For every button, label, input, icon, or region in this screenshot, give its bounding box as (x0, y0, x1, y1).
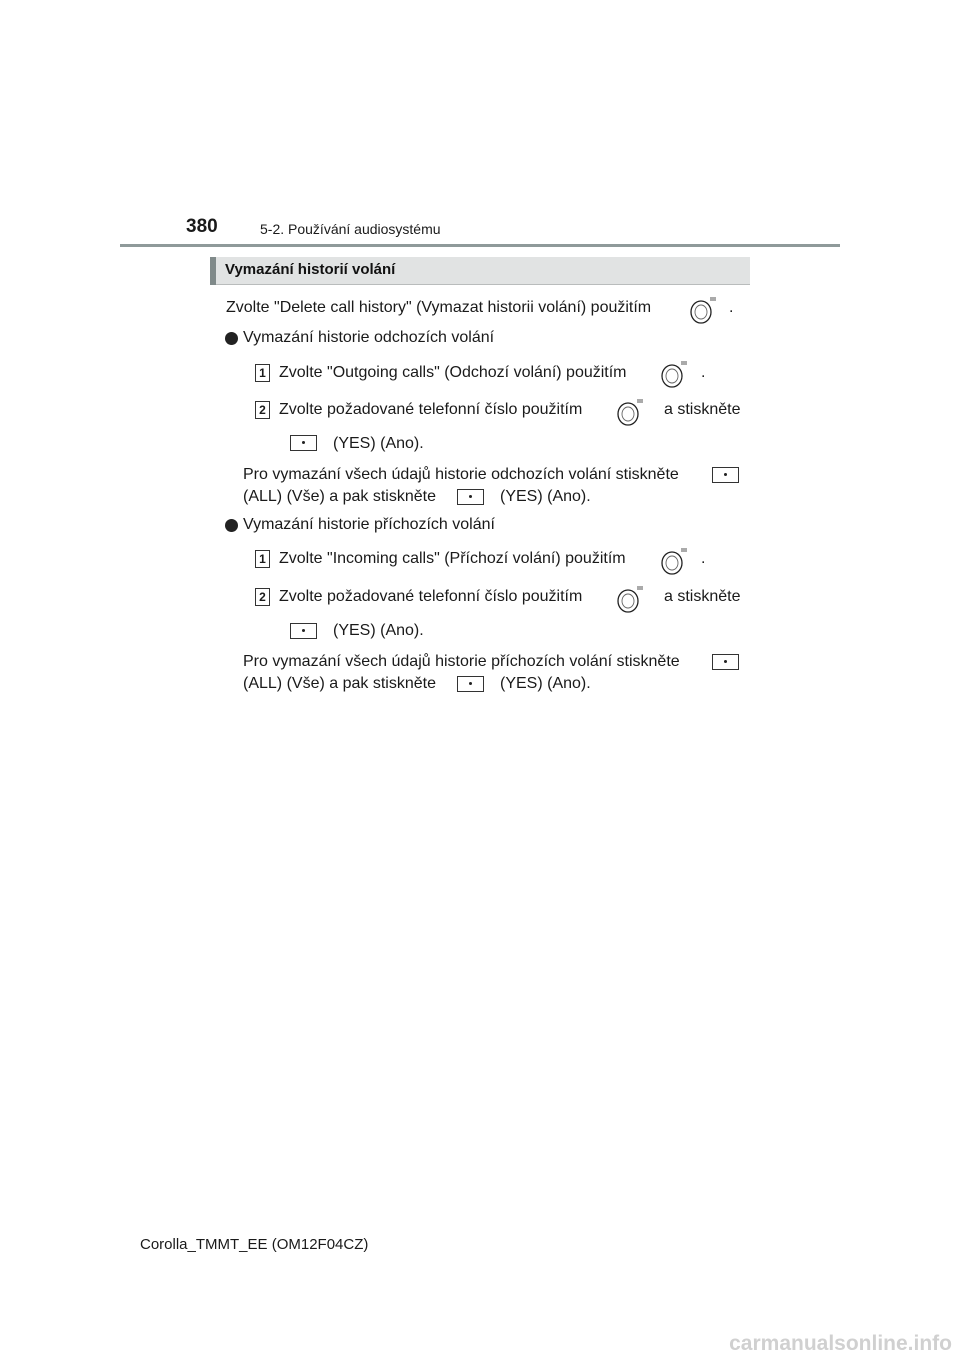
screen-button-icon (712, 467, 739, 483)
incoming-step1-end: . (701, 550, 706, 567)
page-number: 380 (186, 216, 218, 237)
incoming-step2-after: a stiskněte (664, 588, 741, 605)
intro-end: . (729, 299, 734, 316)
section-title-box (210, 257, 750, 285)
screen-button-icon (290, 623, 317, 639)
bullet-icon (225, 332, 238, 345)
section-path: 5-2. Používání audiosystému (260, 221, 441, 237)
tune-dial-icon (657, 359, 691, 389)
screen-button-icon (290, 435, 317, 451)
outgoing-step1-end: . (701, 364, 706, 381)
bullet-icon (225, 519, 238, 532)
step-number-2: 2 (255, 401, 270, 419)
outgoing-step2-yes: (YES) (Ano). (333, 435, 424, 452)
footer-model: Corolla_TMMT_EE (OM12F04CZ) (140, 1236, 369, 1253)
incoming-note-line1: Pro vymazání všech údajů historie příchozích volání stiskněte (243, 653, 680, 670)
outgoing-note-line1: Pro vymazání všech údajů historie odchozích volání stiskněte (243, 466, 679, 483)
intro-text: Zvolte "Delete call history" (Vymazat historii volání) použitím (226, 299, 652, 316)
incoming-note-line2b: (YES) (Ano). (500, 675, 591, 692)
outgoing-note-line2a: (ALL) (Vše) a pak stiskněte (243, 488, 436, 505)
tune-dial-icon (613, 584, 647, 614)
tune-dial-icon (686, 295, 720, 325)
incoming-step2-yes: (YES) (Ano). (333, 622, 424, 639)
watermark: carmanualsonline.info (729, 1332, 952, 1355)
outgoing-note-line2b: (YES) (Ano). (500, 488, 591, 505)
step-number-1: 1 (255, 364, 270, 382)
screen-button-icon (457, 676, 484, 692)
step-number-2: 2 (255, 588, 270, 606)
outgoing-heading: Vymazání historie odchozích volání (243, 329, 495, 346)
outgoing-step2-text: Zvolte požadované telefonní číslo použitím (279, 401, 583, 418)
incoming-heading: Vymazání historie příchozích volání (243, 516, 495, 533)
tune-dial-icon (657, 546, 691, 576)
section-title: Vymazání historií volání (225, 261, 396, 278)
tune-dial-icon (613, 397, 647, 427)
section-title-bar (210, 257, 216, 285)
incoming-note-line2a: (ALL) (Vše) a pak stiskněte (243, 675, 436, 692)
screen-button-icon (712, 654, 739, 670)
incoming-step1-text: Zvolte "Incoming calls" (Příchozí volání) použitím (279, 550, 626, 567)
outgoing-step1-text: Zvolte "Outgoing calls" (Odchozí volání) použitím (279, 364, 627, 381)
outgoing-step2-after: a stiskněte (664, 401, 741, 418)
screen-button-icon (457, 489, 484, 505)
incoming-step2-text: Zvolte požadované telefonní číslo použitím (279, 588, 583, 605)
header-rule (120, 244, 840, 247)
step-number-1: 1 (255, 550, 270, 568)
